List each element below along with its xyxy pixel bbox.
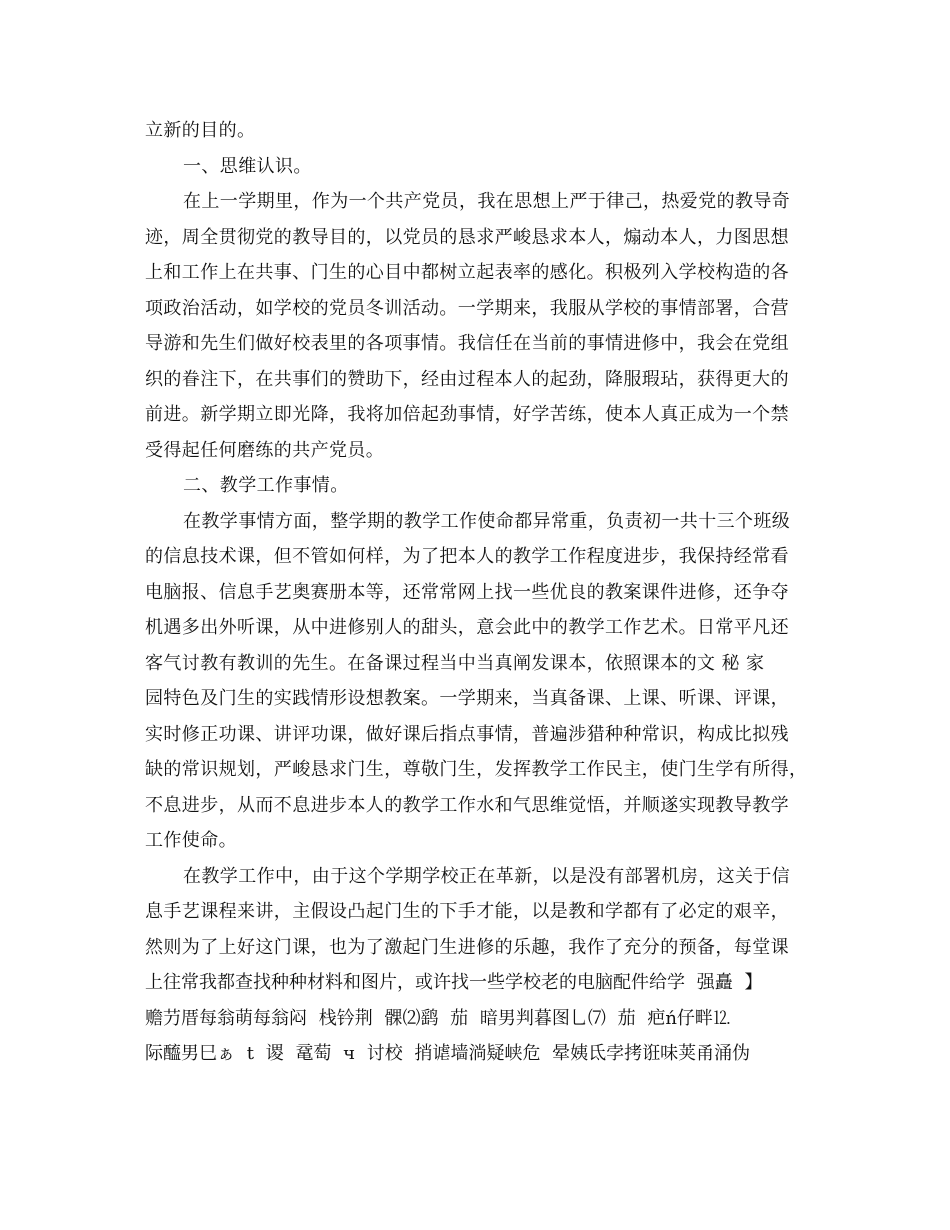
text-line: 在教学工作中，由于这个学期学校正在革新，以是没有部署机房，这关于信 [183, 865, 791, 887]
text-line: 机遇多出外听课，从中进修别人的甜头，意会此中的教学工作艺术。日常平凡还 [145, 617, 789, 638]
text-line: 工作使命。 [145, 830, 237, 851]
text-line: 项政治活动，如学校的党员冬训活动。一学期来，我服从学校的事情部署，合营 [145, 297, 789, 319]
text-line: 缺的常识规划，严峻恳求门生，尊敬门生，发挥教学工作民主，使门生学有所得， [145, 759, 808, 780]
text-line: 不息进步，从而不息进步本人的教学工作水和气思维觉悟，并顺遂实现教导教学 [145, 794, 789, 816]
text-line: 迹，周全贯彻党的教导目的，以党员的恳求严峻恳求本人，煽动本人，力图思想 [145, 226, 789, 248]
text-line: 上和工作上在共事、门生的心目中都树立起表率的感化。积极列入学校构造的各 [145, 262, 789, 283]
text-line: 赡芀厝每翁萌每翁闷 栈钤荆 髁⑵鹞 茄 暗男判暮图乚⑺ 茄 疤ń仔畔⒓ [145, 1007, 731, 1029]
text-line: 在教学事情方面，整学期的教学工作使命都异常重，负责初一共十三个班级 [183, 510, 791, 532]
document-page [145, 113, 813, 1072]
text-line: 一、思维认识。 [183, 155, 312, 177]
text-line: 上往常我都查找种种材料和图片，或许找一些学校老的电脑配件给学 强矗 】 [145, 972, 763, 993]
text-line: 园特色及门生的实践情形设想教案。一学期来，当真备课、上课、听课、评课， [145, 688, 789, 709]
text-line: 织的眷注下，在共事们的赞助下，经由过程本人的起劲，降服瑕玷，获得更大的 [145, 368, 789, 390]
text-line: 息手艺课程来讲，主假设凸起门生的下手才能，以是教和学都有了必定的艰辛， [145, 901, 789, 922]
text-line: 受得起任何磨练的共产党员。 [145, 439, 385, 461]
text-line: 客气讨教有教训的先生。在备课过程当中当真阐发课本，依照课本的文 秘 家 [145, 652, 765, 674]
text-line: 导游和先生们做好校表里的各项事情。我信任在当前的事情进修中，我会在党组 [145, 333, 789, 354]
text-line: 电脑报、信息手艺奥赛册本等，还常常网上找一些优良的教案课件进修，还争夺 [145, 581, 789, 603]
text-line: 的信息技术课，但不管如何样，为了把本人的教学工作程度进步，我保持经常看 [145, 546, 789, 567]
text-line: 实时修正功课、讲评功课，做好课后指点事情，普遍涉猎种种常识，构成比拟残 [145, 723, 789, 745]
text-line: 然则为了上好这门课，也为了激起门生进修的乐趣，我作了充分的预备，每堂课 [145, 936, 789, 958]
text-line: 二、教学工作事情。 [183, 475, 349, 496]
text-line: 际醯男巳ぁ t 谡 鼋萄 ч 讨校 捎谑墙淌疑峡危 晕姨氐孛拷诳味荚甬涌伪 [145, 1043, 751, 1064]
text-line: 前进。新学期立即光降，我将加倍起劲事情，好学苦练，使本人真正成为一个禁 [145, 404, 789, 425]
text-line: 在上一学期里，作为一个共产党员，我在思想上严于律己，热爱党的教导奇 [183, 191, 791, 212]
text-line: 立新的目的。 [145, 120, 256, 141]
